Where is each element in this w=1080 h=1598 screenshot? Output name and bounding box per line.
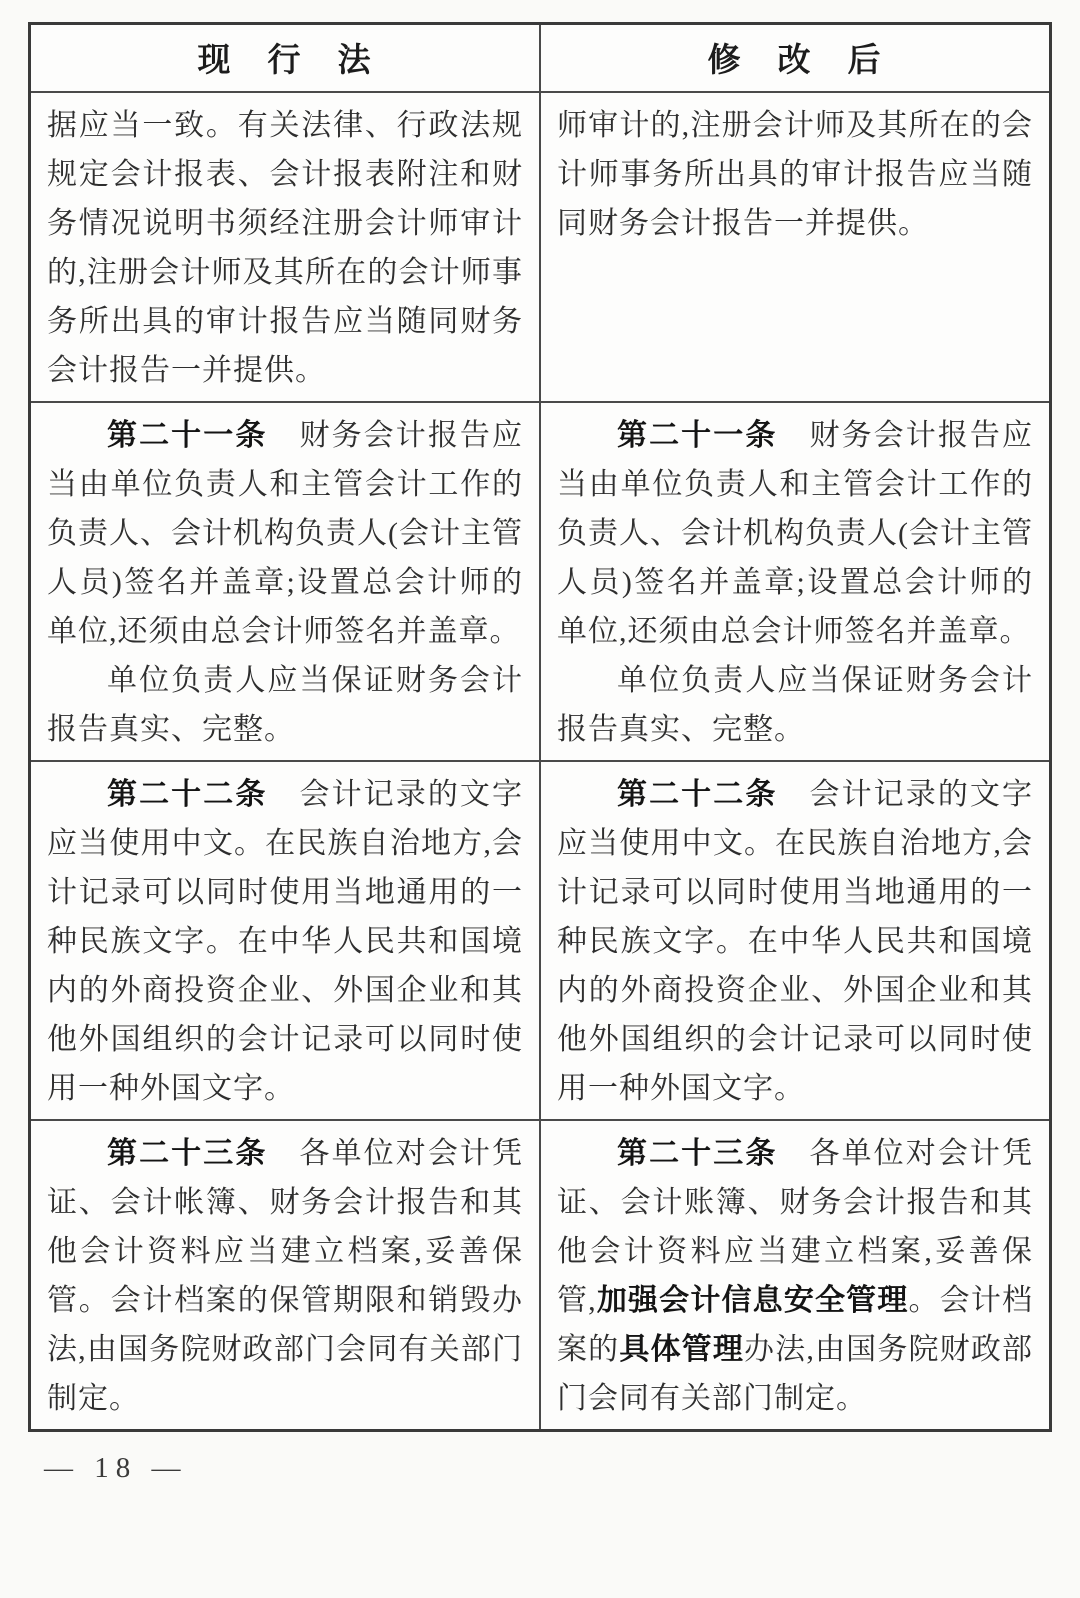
body-text: 财务会计报告应当由单位负责人和主管会计工作的负责人、会计机构负责人(会计主管人员)签名并盖章;设置总会计师的单位,还须由总会计师签名并盖章。 — [557, 418, 1034, 648]
bold-text: 第二十二条 — [107, 777, 268, 811]
table-cell — [30, 92, 541, 402]
paragraph — [47, 101, 523, 395]
body-text: 师审计的,注册会计师及其所在的会计师事务所出具的审计报告应当随同财务会计报告一并提供。 — [557, 108, 1033, 240]
bold-text: 第二十一条 — [617, 418, 778, 452]
body-text: 据应当一致。有关法律、行政法规规定会计报表、会计报表附注和财务情况说明书须经注册会计师审计的,注册会计师及其所在的会计师事务所出具的审计报告应当随同财务会计报告一并提供。 — [47, 108, 523, 387]
body-text: 各单位对会计凭证、会计账簿、财务会计报告和其他会计资料应当建立档案,妥善保管, — [557, 1136, 1034, 1317]
body-text: 单位负责人应当保证财务会计报告真实、完整。 — [47, 663, 523, 746]
table-row — [30, 402, 1051, 761]
bold-text: 第二十三条 — [107, 1136, 268, 1170]
table-header — [30, 24, 1051, 92]
column-header-current-law: 现 行 法 — [30, 24, 541, 92]
table-cell — [540, 761, 1051, 1120]
paragraph — [557, 656, 1033, 754]
table-cell — [540, 402, 1051, 761]
paragraph — [47, 770, 523, 1113]
table-row — [30, 92, 1051, 402]
law-comparison-table — [28, 22, 1052, 1432]
table-body — [30, 92, 1051, 1431]
body-text: 财务会计报告应当由单位负责人和主管会计工作的负责人、会计机构负责人(会计主管人员)签名并盖章;设置总会计师的单位,还须由总会计师签名并盖章。 — [47, 418, 524, 648]
paragraph — [47, 1129, 523, 1423]
paragraph — [47, 411, 523, 656]
body-text: 各单位对会计凭证、会计帐簿、财务会计报告和其他会计资料应当建立档案,妥善保管。会计档案的保管期限和销毁办法,由国务院财政部门会同有关部门制定。 — [47, 1136, 524, 1415]
paragraph — [557, 411, 1033, 656]
column-header-after-revision: 修 改 后 — [540, 24, 1051, 92]
table-cell — [30, 402, 541, 761]
table-cell — [540, 92, 1051, 402]
table-cell — [30, 1120, 541, 1431]
bold-text: 具体管理 — [619, 1332, 745, 1366]
body-text: 会计记录的文字应当使用中文。在民族自治地方,会计记录可以同时使用当地通用的一种民族文字。在中华人民共和国境内的外商投资企业、外国企业和其他外国组织的会计记录可以同时使用一种外国文字。 — [557, 777, 1034, 1105]
paragraph — [47, 656, 523, 754]
bold-text: 加强会计信息安全管理 — [596, 1283, 909, 1317]
bold-text: 第二十一条 — [107, 418, 268, 452]
page-number: — 18 — — [44, 1451, 188, 1484]
paragraph — [557, 770, 1033, 1113]
table-row — [30, 1120, 1051, 1431]
table-row — [30, 761, 1051, 1120]
table-cell — [30, 761, 541, 1120]
paragraph — [557, 1129, 1033, 1423]
body-text: 会计记录的文字应当使用中文。在民族自治地方,会计记录可以同时使用当地通用的一种民族文字。在中华人民共和国境内的外商投资企业、外国企业和其他外国组织的会计记录可以同时使用一种外国文字。 — [47, 777, 524, 1105]
header-row — [30, 24, 1051, 92]
paragraph — [557, 101, 1033, 248]
body-text: 单位负责人应当保证财务会计报告真实、完整。 — [557, 663, 1033, 746]
bold-text: 第二十二条 — [617, 777, 778, 811]
body-text: 。会计档案的 — [557, 1283, 1034, 1366]
body-text: 办法,由国务院财政部门会同有关部门制定。 — [557, 1332, 1034, 1415]
bold-text: 第二十三条 — [617, 1136, 778, 1170]
table-cell — [540, 1120, 1051, 1431]
